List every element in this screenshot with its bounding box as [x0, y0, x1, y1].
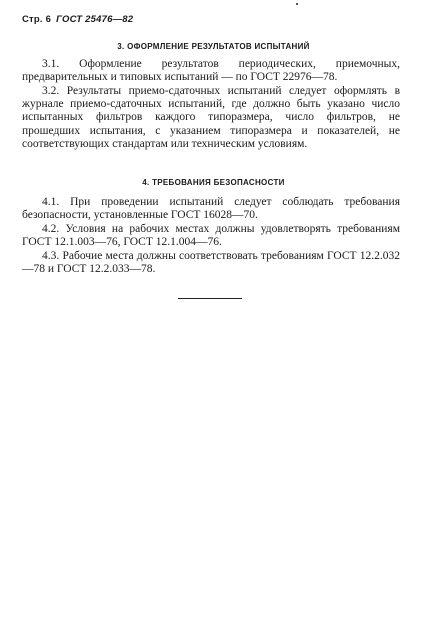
paragraph-4-3: 4.3. Рабочие места должны соответствовать требованиям ГОСТ 12.2.032—78 и ГОСТ 12.2.033—78.: [22, 250, 400, 276]
paragraph-3-1: 3.1. Оформление результатов периодических, приемочных, предварительных и типовых испытаний — по ГОСТ 22976—78.: [22, 58, 400, 84]
paragraph-4-2: 4.2. Условия на рабочих местах должны удовлетворять требованиям ГОСТ 12.1.003—76, ГОСТ 12.1.004—76.: [22, 223, 400, 249]
page-number-label: Стр. 6: [22, 14, 52, 25]
standard-number: ГОСТ 25476—82: [56, 14, 134, 25]
page-header: [22, 14, 133, 25]
scan-speck: [296, 3, 298, 5]
section-title-results: 3. ОФОРМЛЕНИЕ РЕЗУЛЬТАТОВ ИСПЫТАНИЙ: [117, 42, 310, 51]
end-divider: [178, 298, 242, 299]
paragraph-3-2: 3.2. Результаты приемо-сдаточных испытаний следует оформлять в журнале приемо-сдаточных испытаний, где должно быть указано число испытанных фильтров каждого типоразмера, число фильтров, не прошедших испытания, с указанием типоразмера и показателей, не соответствующих стандартам или техническим условиям.: [22, 85, 400, 150]
section-title-safety: 4. ТРЕБОВАНИЯ БЕЗОПАСНОСТИ: [142, 178, 285, 187]
paragraph-4-1: 4.1. При проведении испытаний следует соблюдать требования безопасности, установленные ГОСТ 16028—70.: [22, 196, 400, 222]
